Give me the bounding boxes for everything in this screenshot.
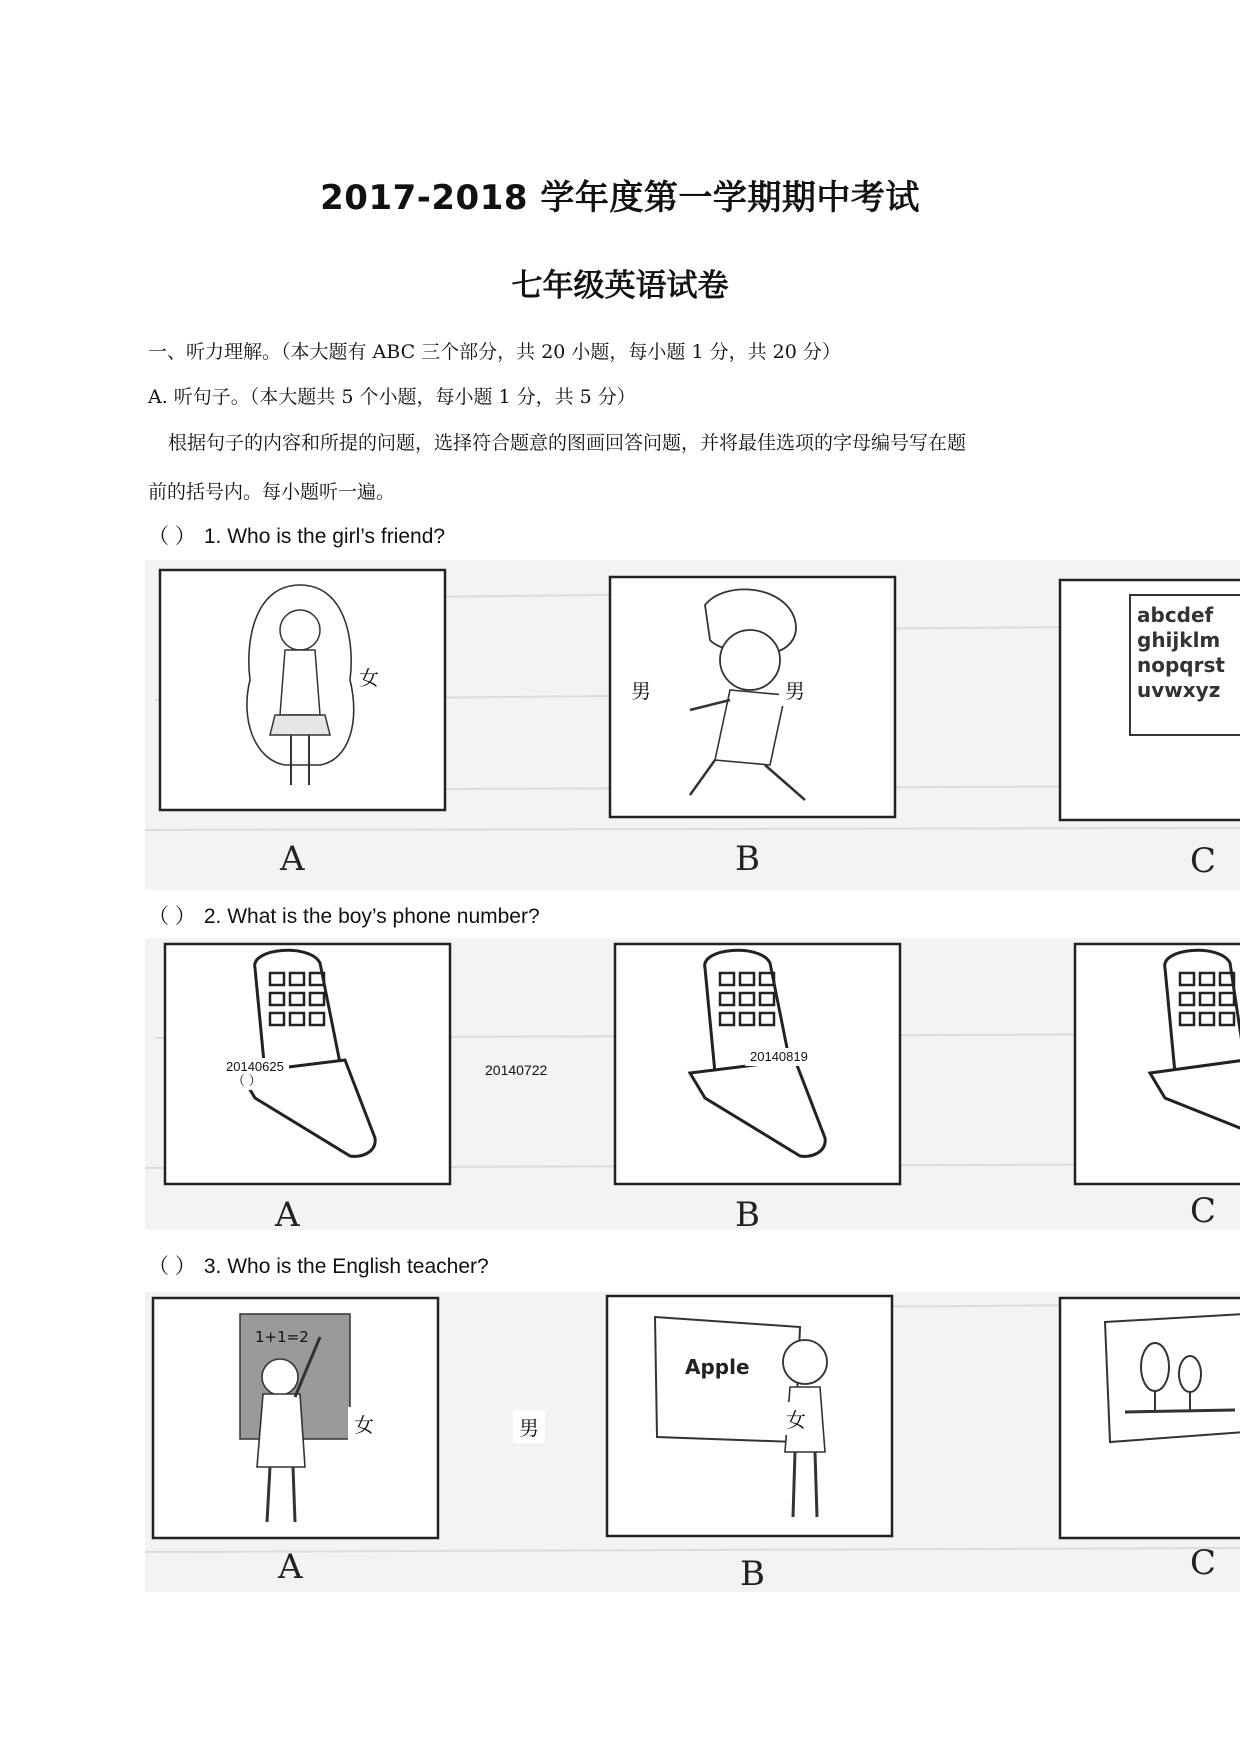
option-letter: C <box>1190 841 1217 881</box>
answer-bracket[interactable]: （ ） <box>148 1255 196 1278</box>
answer-bracket[interactable]: （ ） <box>148 525 196 548</box>
board-text: 1+1=2 <box>255 1328 309 1346</box>
option-letter: A <box>278 1547 303 1587</box>
gender-label: 女 <box>348 1407 380 1440</box>
gender-label: 男 <box>513 1410 545 1443</box>
part-a-heading: A. 听句子。（本大题共 5 个小题，每小题 1 分，共 5 分） <box>148 386 636 408</box>
question-1-pictures <box>145 560 1240 890</box>
option-letter: C <box>1190 1191 1217 1230</box>
question-2-scan <box>145 938 1240 1230</box>
question-2 <box>148 900 540 930</box>
question-2-pictures <box>145 938 1240 1230</box>
phone-number-label: 20140819 <box>745 1048 813 1066</box>
option-letter: A <box>280 839 305 879</box>
svg-text:nopqrst: nopqrst <box>1137 653 1225 677</box>
gender-label: 男 <box>625 673 657 706</box>
question-3-pictures <box>145 1292 1240 1592</box>
svg-text:ghijklm: ghijklm <box>1137 628 1221 652</box>
svg-text:abcdef: abcdef <box>1137 603 1214 627</box>
exam-title: 2017-2018 学年度第一学期期中考试 <box>320 178 920 218</box>
gender-label: 男 <box>779 673 811 706</box>
question-3-scan <box>145 1292 1240 1592</box>
question-1-scan <box>145 560 1240 890</box>
board-text: Apple <box>685 1355 750 1379</box>
option-letter: B <box>735 839 760 879</box>
question-text: 2. What is the boy’s phone number? <box>203 905 540 928</box>
option-letter: C <box>1190 1543 1217 1583</box>
svg-text:uvwxyz: uvwxyz <box>1137 678 1221 702</box>
question-3 <box>148 1250 489 1280</box>
instruction-line-1: 根据句子的内容和所提的问题，选择符合题意的图画回答问题，并将最佳选项的字母编号写在题 <box>168 432 967 454</box>
blank-bracket: （ ） <box>232 1073 262 1088</box>
section-heading: 一、听力理解。（本大题有 ABC 三个部分，共 20 小题，每小题 1 分，共 20 分） <box>148 341 841 363</box>
gender-label: 女 <box>780 1402 812 1435</box>
option-letter: A <box>275 1195 300 1230</box>
gender-label: 女 <box>353 660 385 693</box>
phone-number-label <box>221 1058 289 1090</box>
question-1 <box>148 520 445 550</box>
phone-number-label: 20140722 <box>485 1062 548 1078</box>
option-letter: B <box>740 1554 765 1592</box>
question-text: 1. Who is the girl’s friend? <box>203 525 446 548</box>
phone-number-a: 20140625 <box>226 1059 284 1074</box>
option-letter: B <box>735 1195 760 1230</box>
question-text: 3. Who is the English teacher? <box>203 1255 489 1278</box>
instruction-line-2: 前的括号内。每小题听一遍。 <box>148 481 396 503</box>
exam-subtitle: 七年级英语试卷 <box>511 268 729 304</box>
answer-bracket[interactable]: （ ） <box>148 905 196 928</box>
